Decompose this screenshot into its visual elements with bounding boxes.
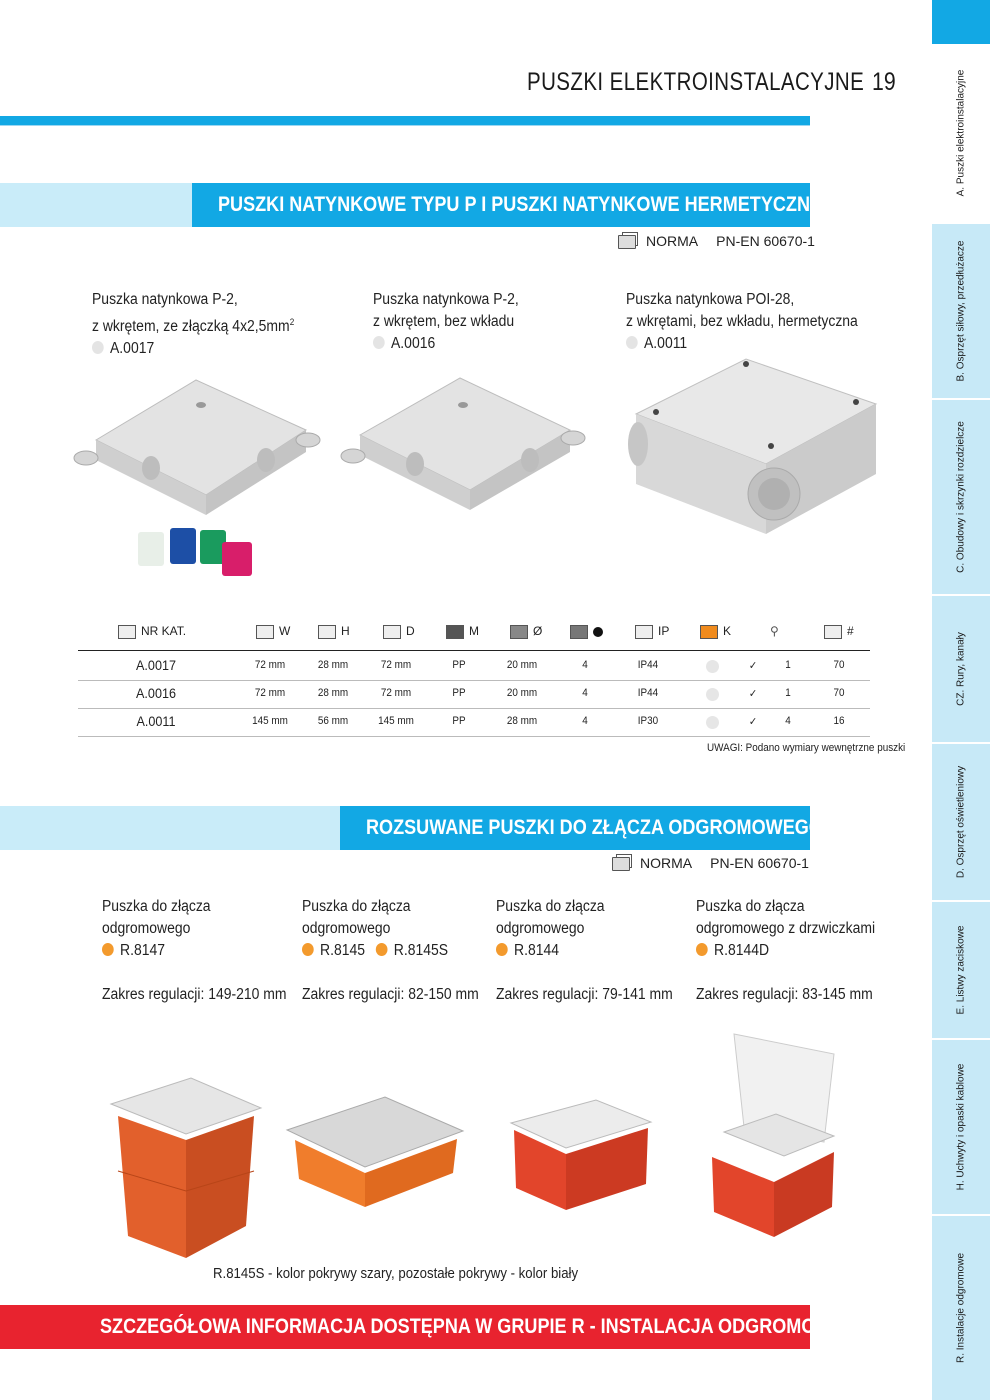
side-tab-e[interactable]: E. Listwy zaciskowe	[932, 902, 990, 1040]
section2-norma: NORMA PN-EN 60670-1	[612, 855, 809, 871]
page-title: PUSZKI ELEKTROINSTALACYJNE	[527, 68, 865, 96]
grey-dot-icon	[92, 341, 104, 354]
side-tab-c[interactable]: C. Obudowy i skrzynki rozdzielcze	[932, 400, 990, 596]
junction-box-p2-image	[76, 360, 326, 500]
col-header-h: H	[318, 624, 350, 639]
table-row: A.0017 72 mm 28 mm 72 mm PP 20 mm 4 IP44 ✓ 1 70	[78, 652, 870, 681]
color-note: R.8145S - kolor pokrywy szary, pozostałe pokrywy - kolor biały	[213, 1265, 579, 1282]
depth-cube-icon	[383, 625, 401, 639]
col-header-k: K	[700, 624, 731, 639]
col-header-entries	[570, 624, 603, 639]
diameter-icon	[510, 625, 528, 639]
junction-box-p2-noinsert-image	[345, 360, 590, 500]
grey-dot-icon	[706, 688, 719, 701]
side-tab-top	[932, 0, 990, 44]
orange-dot-icon	[302, 943, 314, 956]
table-row: A.0011 145 mm 56 mm 145 mm PP 28 mm 4 IP30 ✓ 4 16	[78, 708, 870, 737]
connector-blocks-image	[136, 522, 266, 582]
orange-dot-icon	[102, 943, 114, 956]
col-header-w: W	[256, 624, 290, 639]
col-header-nr: NR KAT.	[118, 624, 186, 639]
col-header-o: Ø	[510, 624, 542, 639]
junction-box-poi28-image	[626, 354, 881, 534]
col-header-d: D	[383, 624, 415, 639]
orange-dot-icon	[496, 943, 508, 956]
grey-dot-icon	[706, 716, 719, 729]
table-note: UWAGI: Podano wymiary wewnętrzne puszki	[707, 742, 906, 754]
width-cube-icon	[256, 625, 274, 639]
orange-dot-icon	[696, 943, 708, 956]
package-icon	[824, 625, 842, 639]
side-tab-r[interactable]: R. Instalacje odgromowe	[932, 1216, 990, 1400]
color-cube-icon	[700, 625, 718, 639]
product-r8147: Puszka do złącza odgromowego R.8147 Zakres regulacji: 149-210 mm	[102, 898, 287, 1003]
section1-bar-left	[0, 183, 192, 227]
table-row: A.0016 72 mm 28 mm 72 mm PP 20 mm 4 IP44 ✓ 1 70	[78, 680, 870, 709]
entries-icon	[570, 625, 588, 639]
height-cube-icon	[318, 625, 336, 639]
side-tab-b[interactable]: B. Osprzęt siłowy, przedłużacze	[932, 224, 990, 400]
section2-title: ROZSUWANE PUSZKI DO ZŁĄCZA ODGROMOWEGO	[340, 806, 810, 850]
box-r8144d-image	[704, 1032, 844, 1242]
product-r8144: Puszka do złącza odgromowego R.8144 Zakres regulacji: 79-141 mm	[496, 898, 673, 1003]
section1-norma: NORMA PN-EN 60670-1	[618, 233, 815, 249]
grey-dot-icon	[626, 336, 638, 349]
screw-icon: ⚲	[770, 624, 779, 638]
orange-dot-icon	[376, 943, 388, 956]
col-header-ip: IP	[635, 624, 669, 639]
product-r8144d: Puszka do złącza odgromowego z drzwiczkami R.8144D Zakres regulacji: 83-145 mm	[696, 898, 876, 1003]
side-tab-d[interactable]: D. Osprzęt oświetleniowy	[932, 744, 990, 902]
col-header-hash: #	[824, 624, 854, 639]
box-r8145-image	[285, 1095, 465, 1210]
product-a0017: Puszka natynkowa P-2, z wkrętem, ze złączką $4x2,5mm^2$ A.0017	[92, 291, 295, 358]
folder-icon	[118, 625, 136, 639]
col-header-m: M	[446, 624, 479, 639]
footer-banner: SZCZEGÓŁOWA INFORMACJA DOSTĘPNA W GRUPIE R - INSTALACJA ODGROMOWA	[0, 1305, 810, 1349]
black-dot-icon	[593, 627, 603, 637]
header-rule-thin	[0, 125, 810, 126]
ip-icon	[635, 625, 653, 639]
col-header-screw	[770, 624, 779, 638]
side-tab-a[interactable]: A. Puszki elektroinstalacyjne	[932, 44, 990, 224]
page-number: 19	[872, 68, 896, 96]
material-cube-icon	[446, 625, 464, 639]
product-a0011: Puszka natynkowa POI-28, z wkrętami, bez wkładu, hermetyczna A.0011	[626, 291, 858, 352]
box-r8147-image	[106, 1076, 266, 1261]
box-r8144-image	[506, 1098, 656, 1213]
product-r8145: Puszka do złącza odgromowego R.8145 R.8145S Zakres regulacji: 82-150 mm	[302, 898, 479, 1003]
section2-bar-left	[0, 806, 340, 850]
grey-dot-icon	[373, 336, 385, 349]
norm-book-icon	[618, 235, 636, 249]
side-tab-h[interactable]: H. Uchwyty i opaski kablowe	[932, 1040, 990, 1216]
grey-dot-icon	[706, 660, 719, 673]
product-a0016: Puszka natynkowa P-2, z wkrętem, bez wkładu A.0016	[373, 291, 519, 352]
norm-book-icon	[612, 857, 630, 871]
table-header-rule	[78, 650, 870, 651]
side-tab-cz[interactable]: CZ. Rury, kanały	[932, 596, 990, 744]
header-rule	[0, 116, 810, 125]
section1-title: PUSZKI NATYNKOWE TYPU P I PUSZKI NATYNKOWE HERMETYCZNE	[192, 183, 810, 227]
